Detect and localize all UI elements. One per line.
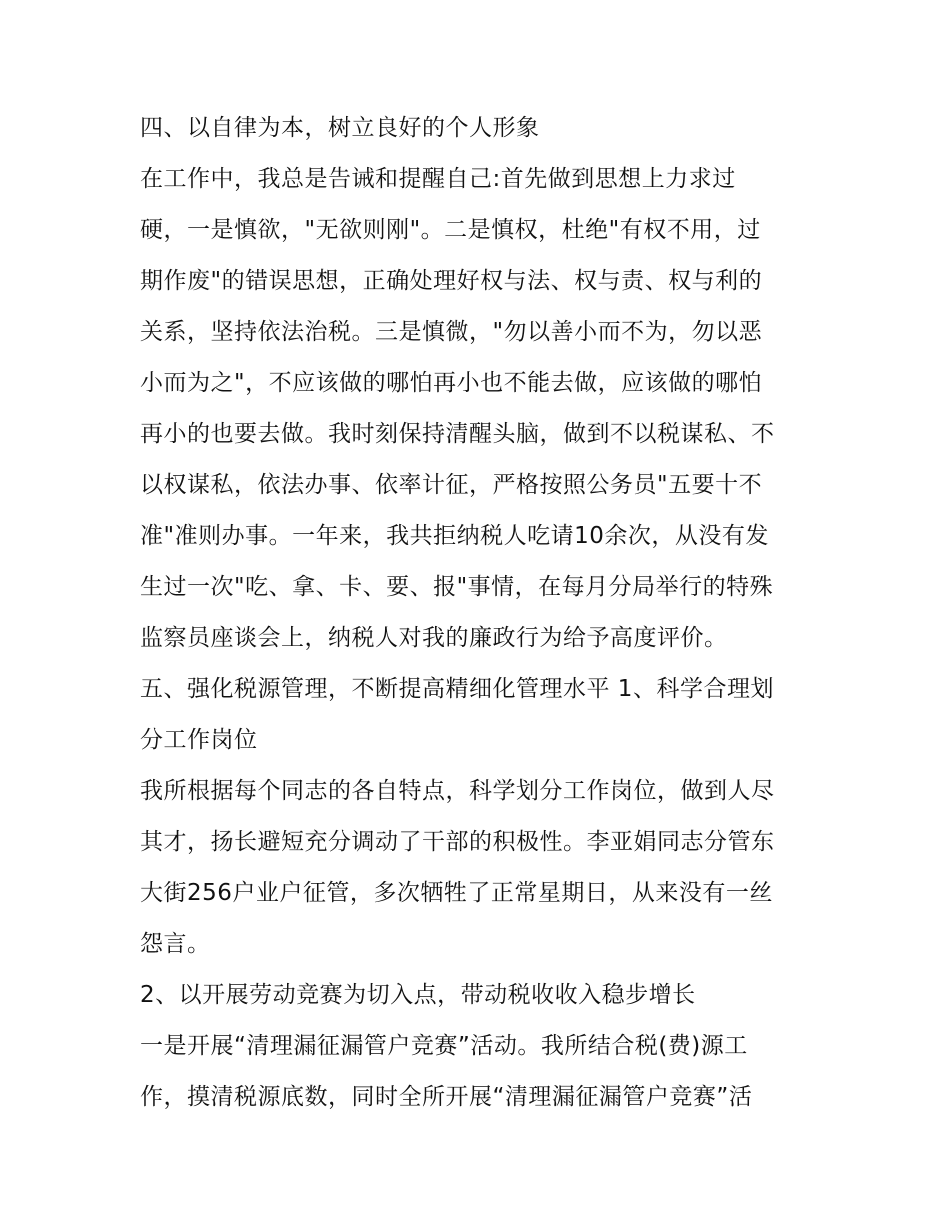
- paragraph-line: 怨言。: [140, 931, 211, 957]
- subheading-item-2: 2、以开展劳动竞赛为切入点，带动税收收入稳步增长: [140, 982, 696, 1008]
- paragraph-line: 以权谋私，依法办事、依率计征，严格按照公务员"五要十不: [140, 472, 763, 498]
- paragraph-line: 关系，坚持依法治税。三是慎微，"勿以善小而不为，勿以恶: [140, 319, 763, 345]
- paragraph-line: 生过一次"吃、拿、卡、要、报"事情，在每月分局举行的特殊: [140, 574, 774, 600]
- paragraph-line: 准"准则办事。一年来，我共拒纳税人吃请10余次，从没有发: [140, 523, 769, 549]
- paragraph-line: 一是开展“清理漏征漏管户竞赛”活动。我所结合税(费)源工: [140, 1033, 748, 1059]
- paragraph-line: 硬，一是慎欲，"无欲则刚"。二是慎权，杜绝"有权不用，过: [140, 217, 761, 243]
- heading-section-5-cont: 分工作岗位: [140, 727, 258, 753]
- paragraph-line: 大街256户业户征管，多次牺牲了正常星期日，从来没有一丝: [140, 880, 773, 906]
- paragraph-line: 作，摸清税源底数，同时全所开展“清理漏征漏管户竞赛”活: [140, 1084, 753, 1110]
- paragraph-line: 期作废"的错误思想，正确处理好权与法、权与责、权与利的: [140, 268, 763, 294]
- paragraph-line: 监察员座谈会上，纳税人对我的廉政行为给予高度评价。: [140, 625, 728, 651]
- paragraph-line: 我所根据每个同志的各自特点，科学划分工作岗位，做到人尽: [140, 778, 775, 804]
- paragraph-line: 在工作中，我总是告诫和提醒自己:首先做到思想上力求过: [140, 166, 736, 192]
- heading-section-5: 五、强化税源管理，不断提高精细化管理水平 1、科学合理划: [140, 676, 774, 702]
- paragraph-line: 再小的也要去做。我时刻保持清醒头脑，做到不以税谋私、不: [140, 421, 775, 447]
- paragraph-line: 小而为之"，不应该做的哪怕再小也不能去做，应该做的哪怕: [140, 370, 763, 396]
- heading-section-4: 四、以自律为本，树立良好的个人形象: [140, 115, 540, 141]
- paragraph-line: 其才，扬长避短充分调动了干部的积极性。李亚娟同志分管东: [140, 829, 775, 855]
